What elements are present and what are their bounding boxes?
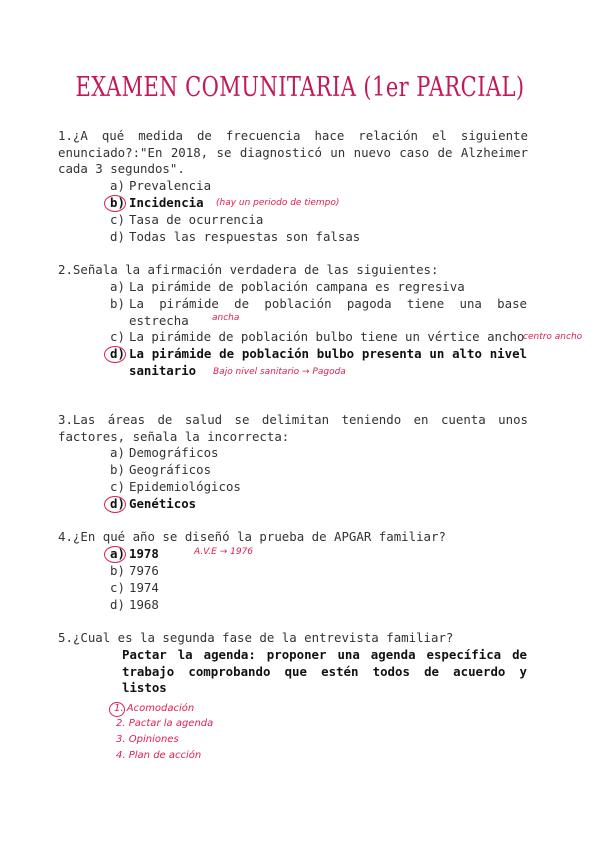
note-text: Plan de acción [128, 750, 202, 761]
option-text: Todas las respuestas son falsas [129, 229, 361, 244]
option-text: 7976 [129, 563, 159, 578]
option-text: La pirámide de población bulbo tiene un vértice ancho [129, 329, 525, 344]
option-letter: c) [110, 212, 125, 227]
q4-option-c [110, 580, 159, 597]
q4-option-b [110, 563, 159, 580]
q2-annotation-c: centro ancho [523, 332, 583, 342]
option-text: Geográficos [129, 462, 212, 477]
q4-option-d [110, 597, 159, 614]
option-letter: b) [110, 563, 125, 578]
note-number: 1. [114, 703, 124, 714]
option-letter: c) [110, 329, 125, 344]
option-letter: b) [110, 296, 125, 311]
option-text: Demográficos [129, 445, 219, 460]
option-letter: d) [110, 229, 125, 244]
option-text: Tasa de ocurrencia [129, 212, 264, 227]
q5-note-2 [116, 718, 213, 729]
option-text: 1974 [129, 580, 159, 595]
option-letter: a) [110, 445, 125, 460]
option-letter: d) [110, 496, 125, 511]
answer-circle-mark [104, 346, 126, 363]
q5-note-3 [116, 734, 179, 745]
answer-circle-mark [104, 195, 126, 212]
question-4-text: 4.¿En qué año se diseñó la prueba de APGAR familiar? [58, 529, 446, 544]
option-text: La pirámide de población pagoda tiene una base estrecha [129, 296, 527, 328]
question-3-text: 3.Las áreas de salud se delimitan teniendo en cuenta unos factores, señala la incorrecta: [58, 412, 528, 444]
option-letter: b) [110, 195, 125, 210]
option-letter: b) [110, 462, 125, 477]
q3-option-b [110, 462, 211, 479]
q4-annotation: A.V.E → 1976 [194, 547, 254, 557]
page-title: EXAMEN COMUNITARIA (1er PARCIAL) [75, 72, 525, 103]
answer-circle-mark [104, 496, 126, 513]
option-text: La pirámide de población campana es regresiva [129, 279, 465, 294]
q5-note-4 [116, 750, 201, 761]
note-text: Opiniones [128, 734, 179, 745]
q1-annotation: (hay un periodo de tiempo) [216, 198, 340, 208]
option-text: La pirámide de población bulbo presenta un alto nivel sanitario [129, 346, 527, 378]
q2-annotation-b: ancha [212, 313, 240, 323]
note-text: Acomodación [126, 703, 195, 714]
option-letter: a) [110, 546, 125, 561]
option-text: Prevalencia [129, 178, 212, 193]
q1-option-c [110, 212, 263, 229]
q2-option-a [110, 279, 465, 296]
q3-option-c [110, 479, 241, 496]
q2-annotation-d: Bajo nivel sanitario → Pagoda [213, 367, 346, 377]
q5-answer: Pactar la agenda: proponer una agenda específica de trabajo comprobando que estén todos de acuerdo y listos [122, 647, 527, 695]
option-letter: c) [110, 479, 125, 494]
option-text: Epidemiológicos [129, 479, 241, 494]
option-letter: a) [110, 279, 125, 294]
option-letter: a) [110, 178, 125, 193]
q2-option-b [110, 296, 527, 329]
note-circle-mark [109, 702, 125, 717]
q1-option-a [110, 178, 211, 195]
question-2-text: 2.Señala la afirmación verdadera de las siguientes: [58, 262, 439, 277]
note-text: Pactar la agenda [128, 718, 214, 729]
question-5-text: 5.¿Cual es la segunda fase de la entrevista familiar? [58, 630, 454, 645]
option-text: Incidencia [129, 195, 204, 210]
question-1-text: 1.¿A qué medida de frecuencia hace relación el siguiente enunciado?:"En 2018, se diagnosticó un nuevo caso de Alzheimer cada 3 segundos". [58, 128, 528, 176]
option-letter: d) [110, 346, 125, 361]
note-number: 4. [116, 750, 126, 761]
q2-option-c [110, 329, 524, 346]
q1-option-d [110, 229, 360, 246]
option-letter: d) [110, 597, 125, 612]
option-letter: c) [110, 580, 125, 595]
option-text: 1978 [129, 546, 159, 561]
note-number: 3. [116, 734, 126, 745]
q5-note-1 [114, 703, 194, 714]
option-text: 1968 [129, 597, 159, 612]
option-text: Genéticos [129, 496, 197, 511]
q3-option-a [110, 445, 219, 462]
note-number: 2. [116, 718, 126, 729]
answer-circle-mark [104, 546, 126, 563]
